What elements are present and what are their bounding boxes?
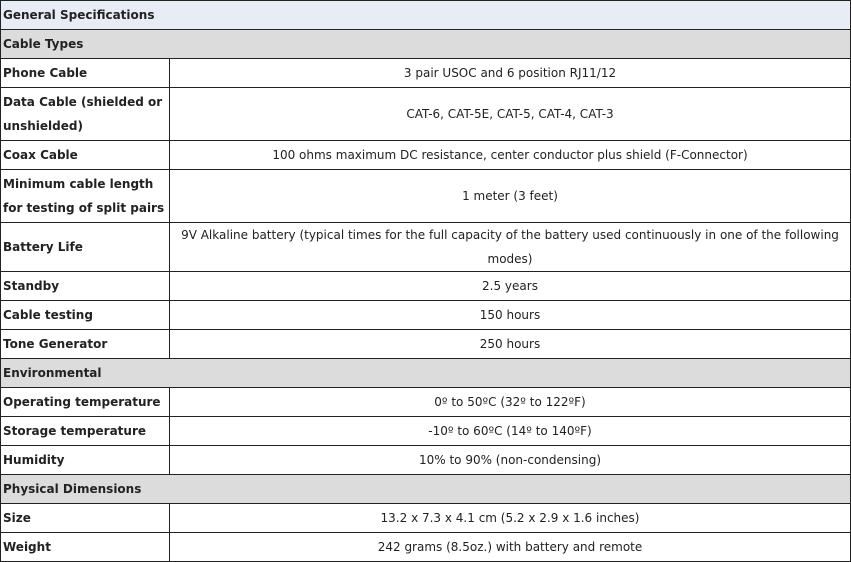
table-row (1, 141, 851, 170)
spec-value: 242 grams (8.5oz.) with battery and remote (170, 533, 851, 562)
table-row (1, 417, 851, 446)
spec-value: 2.5 years (170, 272, 851, 301)
spec-label: Phone Cable (1, 59, 170, 88)
spec-value: 3 pair USOC and 6 position RJ11/12 (170, 59, 851, 88)
section-heading: Physical Dimensions (1, 475, 851, 504)
spec-label: Weight (1, 533, 170, 562)
table-row (1, 301, 851, 330)
spec-value: CAT-6, CAT-5E, CAT-5, CAT-4, CAT-3 (170, 88, 851, 141)
section-header-environmental (1, 359, 851, 388)
spec-label: Tone Generator (1, 330, 170, 359)
spec-value: 150 hours (170, 301, 851, 330)
table-title: General Specifications (1, 1, 851, 30)
table-row (1, 388, 851, 417)
spec-value: 100 ohms maximum DC resistance, center conductor plus shield (F-Connector) (170, 141, 851, 170)
table-row (1, 330, 851, 359)
spec-value: 10% to 90% (non-condensing) (170, 446, 851, 475)
spec-label: Battery Life (1, 223, 170, 272)
section-header-physical-dimensions (1, 475, 851, 504)
table-row (1, 504, 851, 533)
spec-label: Cable testing (1, 301, 170, 330)
spec-value: 0º to 50ºC (32º to 122ºF) (170, 388, 851, 417)
table-row (1, 446, 851, 475)
section-header-cable-types (1, 30, 851, 59)
spec-value: 250 hours (170, 330, 851, 359)
spec-value: 1 meter (3 feet) (170, 170, 851, 223)
table-row (1, 59, 851, 88)
spec-value: -10º to 60ºC (14º to 140ºF) (170, 417, 851, 446)
spec-label: Storage temperature (1, 417, 170, 446)
spec-label: Humidity (1, 446, 170, 475)
spec-label: Operating temperature (1, 388, 170, 417)
table-row (1, 533, 851, 562)
spec-value: 9V Alkaline battery (typical times for the full capacity of the battery used continuously in one of the following modes) (170, 223, 851, 272)
table-row (1, 170, 851, 223)
section-heading: Cable Types (1, 30, 851, 59)
table-row (1, 223, 851, 272)
table-title-row (1, 1, 851, 30)
spec-label: Standby (1, 272, 170, 301)
table-row (1, 272, 851, 301)
spec-value: 13.2 x 7.3 x 4.1 cm (5.2 x 2.9 x 1.6 inches) (170, 504, 851, 533)
table-row (1, 88, 851, 141)
spec-label: Data Cable (shielded or unshielded) (1, 88, 170, 141)
spec-label: Coax Cable (1, 141, 170, 170)
section-heading: Environmental (1, 359, 851, 388)
spec-label: Size (1, 504, 170, 533)
spec-label: Minimum cable length for testing of split pairs (1, 170, 170, 223)
